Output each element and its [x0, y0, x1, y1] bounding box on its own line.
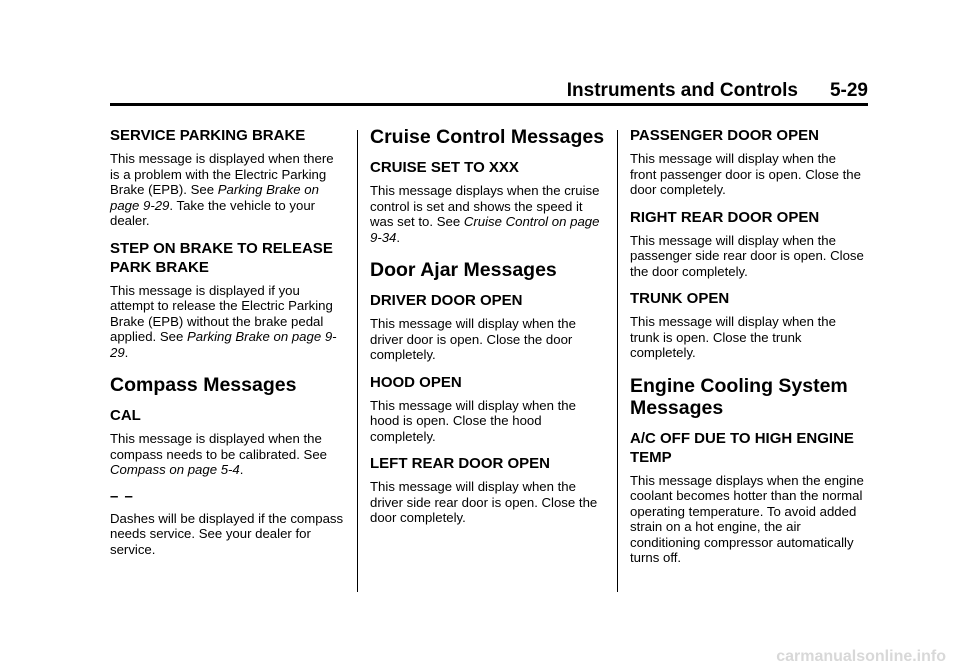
paragraph-service-parking-brake [110, 151, 346, 229]
paragraph-right-rear-door-open: This message will display when the passenger side rear door is open. Close the door completely. [630, 232, 864, 279]
text: . Take the vehicle to your dealer. [110, 197, 316, 228]
heading-engine-cooling-messages: Engine Cooling System Messages [630, 374, 848, 419]
paragraph-trunk-open: This message will display when the trunk is open. Close the trunk completely. [630, 314, 836, 360]
column-divider-1 [357, 130, 358, 592]
paragraph-cruise-set [370, 183, 606, 245]
heading-cal: CAL [110, 407, 141, 424]
heading-left-rear-door-open: LEFT REAR DOOR OPEN [370, 455, 551, 472]
heading-cruise-set: CRUISE SET TO XXX [370, 159, 519, 176]
text: . [396, 229, 401, 245]
heading-cruise-control-messages: Cruise Control Messages [370, 126, 605, 148]
watermark: carmanualsonline.info [776, 648, 946, 665]
text: . [124, 344, 129, 360]
text: This message is displayed when the compass needs to be calibrated. See [110, 431, 327, 462]
paragraph-driver-door-open: This message will display when the driver door is open. Close the door completely. [370, 316, 576, 362]
heading-passenger-door-open: PASSENGER DOOR OPEN [630, 127, 819, 144]
text: This message is displayed if you attempt to release the Electric Parking Brake (EPB) without the brake pedal applied. See [110, 282, 333, 344]
paragraph-left-rear-door-open: This message will display when the driver side rear door is open. Close the door completely. [370, 479, 598, 525]
column-divider-2 [617, 130, 618, 592]
section-title: Instruments and Controls [566, 80, 798, 101]
text: This message displays when the cruise control is set and shows the speed it was set to. See [370, 183, 600, 229]
header-rule [110, 103, 868, 106]
cross-reference-link[interactable]: Cruise Control on page 9-34 [370, 214, 600, 245]
text: This message is displayed when there is a problem with the Electric Parking Brake (EPB). See [110, 151, 334, 197]
heading-trunk-open: TRUNK OPEN [630, 290, 730, 307]
heading-right-rear-door-open: RIGHT REAR DOOR OPEN [630, 208, 820, 226]
heading-dashes: – – [110, 487, 134, 505]
column-3 [630, 126, 866, 566]
page-header [110, 80, 868, 102]
heading-compass-messages: Compass Messages [110, 374, 297, 396]
heading-step-on-brake: STEP ON BRAKE TO RELEASE PARK BRAKE [110, 239, 333, 276]
cross-reference-link[interactable]: Parking Brake on page 9-29 [110, 329, 337, 360]
paragraph-step-on-brake [110, 283, 346, 361]
paragraph-cal [110, 431, 346, 478]
paragraph-dashes: Dashes will be displayed if the compass needs service. See your dealer for service. [110, 510, 344, 557]
text: . [239, 462, 244, 477]
paragraph-passenger-door-open: This message will display when the front passenger door is open. Close the door completely. [630, 151, 861, 197]
heading-door-ajar-messages: Door Ajar Messages [370, 259, 557, 281]
heading-service-parking-brake: SERVICE PARKING BRAKE [110, 127, 306, 144]
cross-reference-link[interactable]: Compass on page 5-4 [110, 462, 240, 477]
column-1 [110, 126, 346, 557]
cross-reference-link[interactable]: Parking Brake on page 9-29 [110, 182, 319, 213]
page-number: 5-29 [829, 80, 868, 101]
paragraph-hood-open: This message will display when the hood is open. Close the hood completely. [370, 397, 576, 444]
column-2 [370, 126, 606, 526]
heading-ac-off: A/C OFF DUE TO HIGH ENGINE TEMP [630, 429, 854, 466]
heading-hood-open: HOOD OPEN [370, 373, 462, 391]
paragraph-ac-off: This message displays when the engine coolant becomes hotter than the normal operating temperature. To avoid added strain on a hot engine, the air conditioning compressor automatically turns off. [630, 472, 864, 565]
heading-driver-door-open: DRIVER DOOR OPEN [370, 292, 523, 309]
